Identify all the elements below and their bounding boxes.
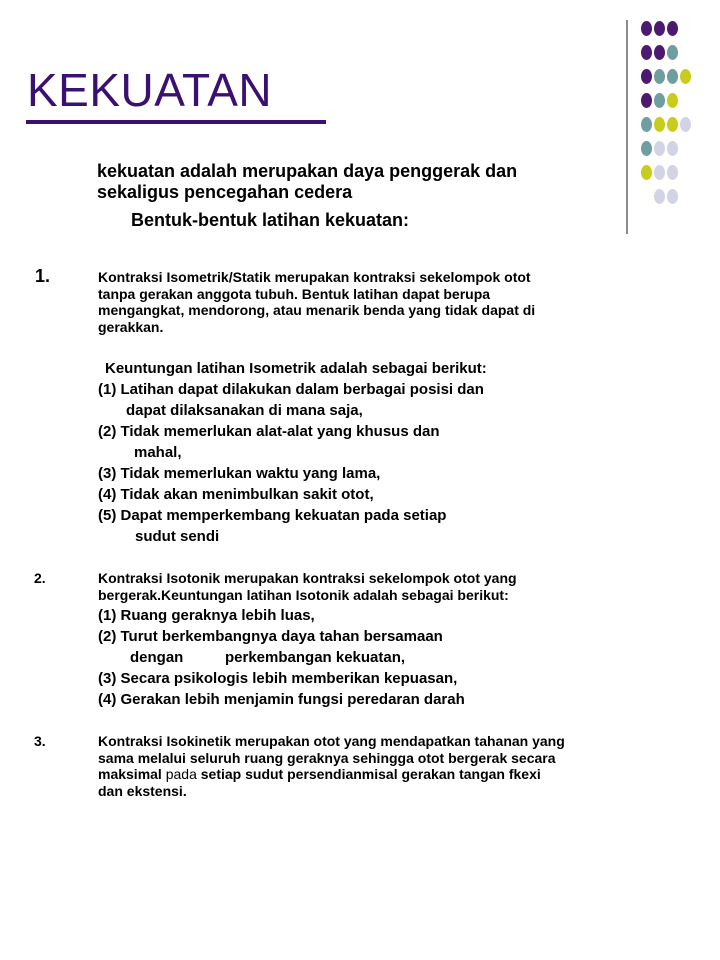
item-3-line-2: sama melalui seluruh ruang geraknya sehingga otot bergerak secara xyxy=(98,749,556,766)
item-1-benefits-intro: Keuntungan latihan Isometrik adalah sebagai berikut: xyxy=(105,360,487,377)
item-1-benefit-line: (2) Tidak memerlukan alat-alat yang khusus dan xyxy=(98,423,440,440)
item-3-line-3-part-3: setiap sudut persendianmisal gerakan tangan fkexi xyxy=(200,766,541,782)
decorative-dot xyxy=(667,45,678,60)
decorative-dot xyxy=(641,69,652,84)
decorative-dot xyxy=(654,165,665,180)
item-1-line-3: mengangkat, mendorong, atau menarik benda yang tidak dapat di xyxy=(98,302,536,318)
item-2-line-1: Kontraksi Isotonik merupakan kontraksi sekelompok otot yang xyxy=(98,570,517,586)
decorative-dot xyxy=(654,141,665,156)
item-1-line-2: tanpa gerakan anggota tubuh. Bentuk latihan dapat berupa xyxy=(98,285,491,302)
item-1-benefit-line: (5) Dapat memperkembang kekuatan pada setiap xyxy=(98,507,447,524)
item-3-line-3 xyxy=(98,766,541,783)
decorative-dot xyxy=(641,45,652,60)
decorative-dot xyxy=(641,165,652,180)
intro-line-1: kekuatan adalah merupakan daya penggerak dan xyxy=(97,161,518,181)
decorative-dot xyxy=(654,21,665,36)
decorative-dot xyxy=(667,141,678,156)
item-3-number: 3. xyxy=(34,733,46,749)
decorative-dot xyxy=(680,69,691,84)
decorative-dot xyxy=(654,45,665,60)
item-2-number: 2. xyxy=(34,570,46,586)
item-2-benefit-line: (2) Turut berkembangnya daya tahan bersamaan xyxy=(98,628,443,645)
decorative-dot xyxy=(654,189,665,204)
item-1-line-1: Kontraksi Isometrik/Statik merupakan kontraksi sekelompok otot xyxy=(98,269,531,285)
item-3-line-1: Kontraksi Isokinetik merupakan otot yang mendapatkan tahanan yang xyxy=(98,733,565,749)
item-1-line-4: gerakkan. xyxy=(98,318,164,335)
item-1-benefit-line: (4) Tidak akan menimbulkan sakit otot, xyxy=(98,486,374,503)
decorative-dot xyxy=(680,117,691,132)
intro-line-2: sekaligus pencegahan cedera xyxy=(97,182,353,202)
decorative-dot xyxy=(641,117,652,132)
decorative-dot xyxy=(641,21,652,36)
item-1-number: 1. xyxy=(35,266,51,286)
decorative-dot xyxy=(667,69,678,84)
item-1-benefit-line: sudut sendi xyxy=(135,528,220,545)
item-1-benefit-line: mahal, xyxy=(134,444,182,461)
decorative-vertical-line xyxy=(626,20,628,234)
item-1-benefit-line: (3) Tidak memerlukan waktu yang lama, xyxy=(98,465,381,482)
decorative-dot xyxy=(667,165,678,180)
item-2-benefit-line: (4) Gerakan lebih menjamin fungsi peredaran darah xyxy=(98,691,465,708)
decorative-dot xyxy=(667,189,678,204)
item-2-line-2: bergerak.Keuntungan latihan Isotonik adalah sebagai berikut: xyxy=(98,586,509,603)
decorative-dot xyxy=(654,117,665,132)
title-underline xyxy=(26,120,326,124)
item-3-line-3-part-1: maksimal xyxy=(98,766,162,782)
item-3-line-3-part-2: pada xyxy=(165,766,197,782)
decorative-dot xyxy=(641,93,652,108)
item-1-benefit-line: dapat dilaksanakan di mana saja, xyxy=(126,402,363,419)
decorative-dot xyxy=(667,93,678,108)
decorative-dot xyxy=(667,21,678,36)
item-2-benefit-line: (3) Secara psikologis lebih memberikan kepuasan, xyxy=(98,670,458,687)
decorative-dot xyxy=(667,117,678,132)
item-2-benefit-line: (1) Ruang geraknya lebih luas, xyxy=(98,607,315,624)
slide-title: KEKUATAN xyxy=(27,64,273,116)
subheading: Bentuk-bentuk latihan kekuatan: xyxy=(131,210,410,230)
decorative-dot xyxy=(654,93,665,108)
decorative-dot xyxy=(654,69,665,84)
item-3-line-4: dan ekstensi. xyxy=(98,782,187,799)
item-2-benefit-line: perkembangan kekuatan, xyxy=(225,649,406,666)
decorative-dot xyxy=(641,141,652,156)
item-2-benefit-line: dengan xyxy=(130,649,184,666)
item-1-benefit-line: (1) Latihan dapat dilakukan dalam berbagai posisi dan xyxy=(98,381,484,398)
